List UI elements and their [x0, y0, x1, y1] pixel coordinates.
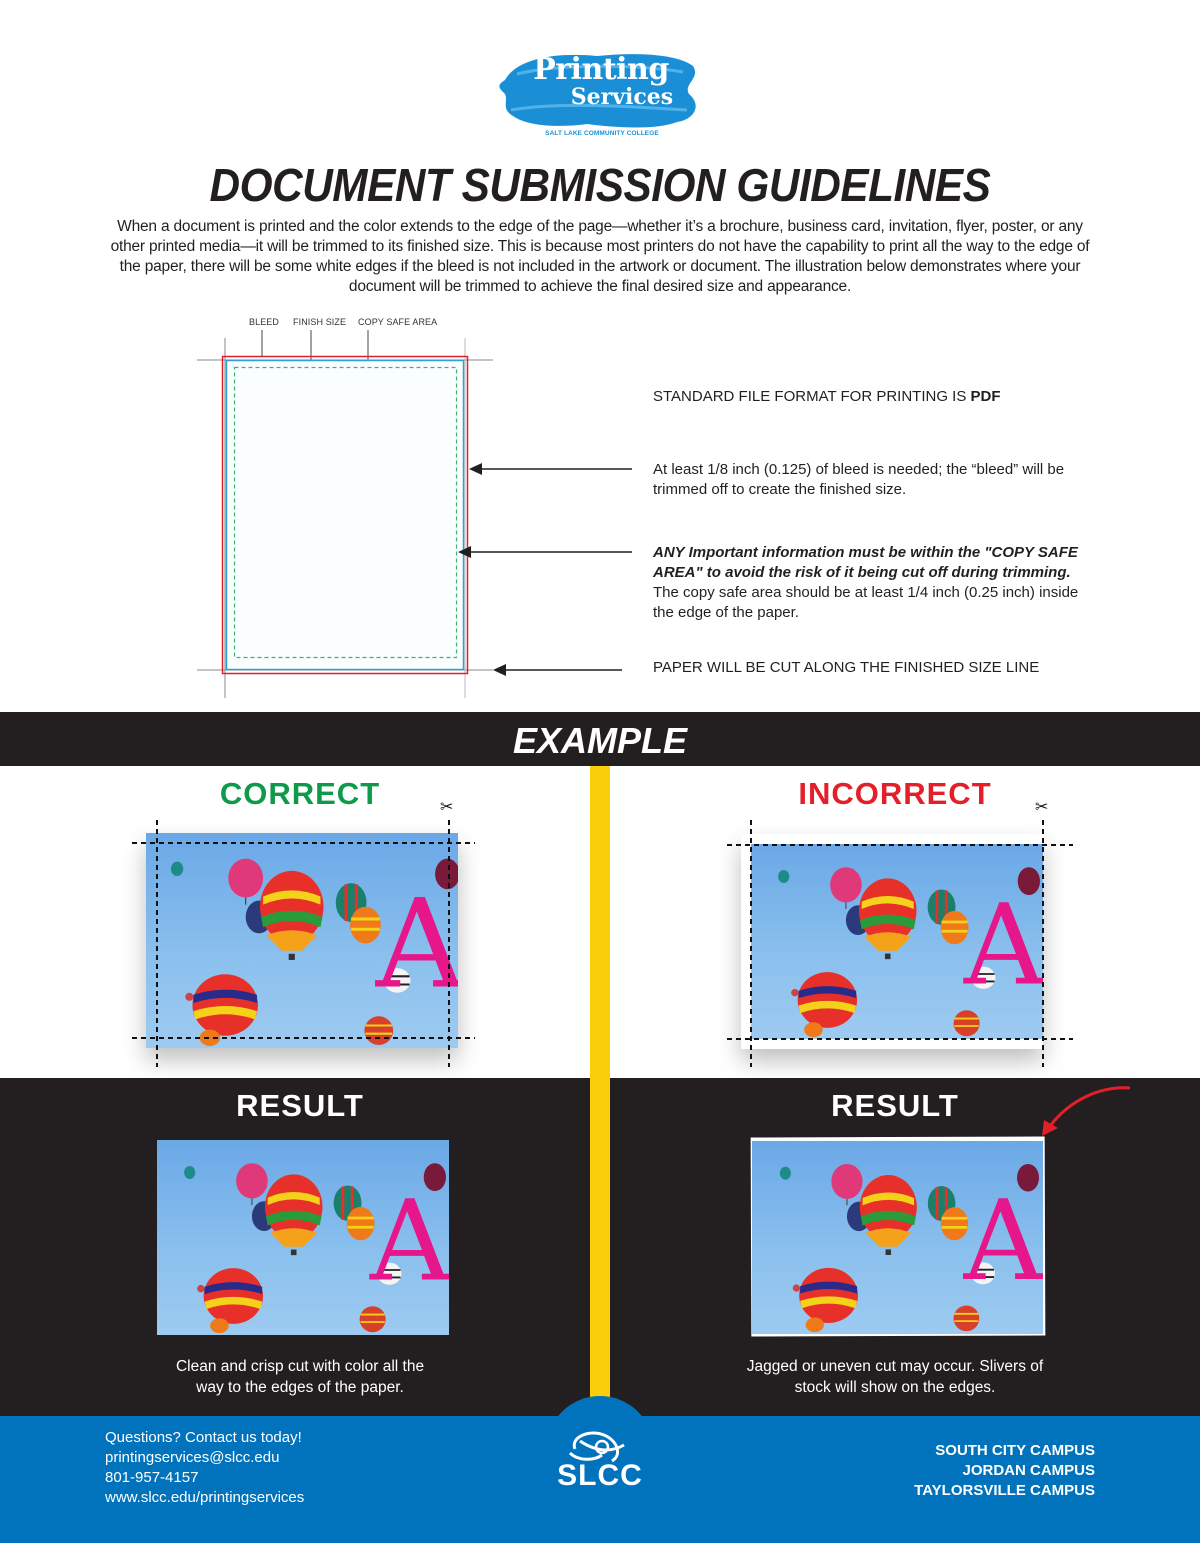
bleed-diagram — [0, 310, 1200, 710]
incorrect-result-image — [752, 1141, 1043, 1334]
slcc-wordmark: SLCC — [557, 1459, 643, 1492]
balloon-image-icon — [752, 1141, 1043, 1334]
printing-services-logo — [497, 50, 703, 146]
contact-email[interactable]: printingservices@slcc.edu — [105, 1449, 280, 1466]
campus-item: TAYLORSVILLE CAMPUS — [914, 1482, 1095, 1499]
safe-area-warning: ANY Important information must be within the "COPY SAFE AREA" to avoid the risk of it being cut off during trimming. — [653, 544, 1078, 581]
label-copy-safe-area: COPY SAFE AREA — [358, 317, 438, 327]
logo-college-name: SALT LAKE COMMUNITY COLLEGE — [545, 130, 659, 137]
note-cut-line: PAPER WILL BE CUT ALONG THE FINISHED SIZE LINE — [653, 659, 1040, 676]
scissors-icon: ✂ — [1035, 799, 1049, 816]
example-banner — [0, 712, 1200, 766]
campus-item: JORDAN CAMPUS — [962, 1462, 1095, 1479]
contact-info — [105, 1428, 304, 1508]
intro-paragraph: When a document is printed and the color extends to the edge of the page—whether it’s a brochure, business card, invitation, flyer, poster, or any other printed media—it will be trimmed to its finished size. This is because most printers do not have the capability to print all the way to the edge of the paper, there will be some white edges if the bleed is not included in the artwork or document. The illustration below demonstrates where your document will be trimmed to achieve the final desired size and appearance. — [110, 218, 1090, 295]
correct-result-image — [157, 1140, 449, 1335]
note-file-format: STANDARD FILE FORMAT FOR PRINTING IS PDF — [653, 388, 1001, 405]
red-arrow-icon — [1030, 1082, 1140, 1142]
note-copy-safe-area: ANY Important information must be within the "COPY SAFE AREA" to avoid the risk of it being cut off during trimming. The copy safe area should be at least 1/4 inch (0.25 inch) inside the edge of the paper. — [653, 544, 1079, 621]
correct-heading: CORRECT — [219, 776, 381, 811]
divider-line — [590, 766, 610, 1416]
campus-list — [914, 1441, 1095, 1501]
incorrect-result-heading: RESULT — [831, 1088, 959, 1123]
note-bleed: At least 1/8 inch (0.125) of bleed is needed; the “bleed” will be trimmed off to create the finished size. — [653, 461, 1065, 498]
balloon-image-icon — [157, 1140, 449, 1335]
correct-result-heading: RESULT — [236, 1088, 364, 1123]
scissors-icon: ✂ — [440, 799, 454, 816]
contact-website[interactable]: www.slcc.edu/printingservices — [105, 1489, 305, 1506]
label-bleed: BLEED — [249, 317, 280, 327]
correct-crop-guides — [120, 815, 480, 1070]
label-finish-size: FINISH SIZE — [293, 317, 347, 327]
logo-subtitle-services: Services — [570, 84, 674, 110]
trim-diagram-graphic — [0, 310, 1200, 710]
contact-prompt: Questions? Contact us today! — [105, 1429, 302, 1446]
slcc-logo — [540, 1425, 660, 1497]
example-title: EXAMPLE — [512, 720, 688, 761]
page-title: DOCUMENT SUBMISSION GUIDELINES — [209, 159, 991, 211]
logo-title: Printing — [533, 52, 669, 87]
correct-caption: Clean and crisp cut with color all the way to the edges of the paper. — [175, 1358, 425, 1396]
incorrect-crop-guides — [715, 815, 1085, 1070]
pdf-emphasis: PDF — [970, 388, 1001, 405]
incorrect-heading: INCORRECT — [798, 776, 992, 811]
incorrect-caption: Jagged or uneven cut may occur. Slivers of stock will show on the edges. — [746, 1358, 1044, 1396]
campus-item: SOUTH CITY CAMPUS — [935, 1442, 1095, 1459]
contact-phone[interactable]: 801-957-4157 — [105, 1469, 199, 1486]
